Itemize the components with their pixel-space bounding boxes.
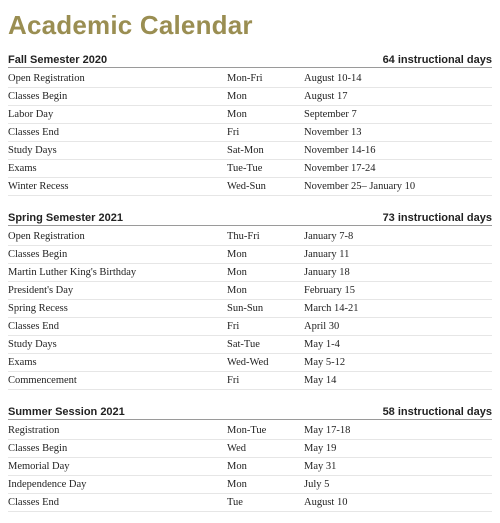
table-row <box>8 178 492 196</box>
table-row <box>8 264 492 282</box>
page-title: Academic Calendar <box>8 10 253 40</box>
event-dates: February 15 <box>304 285 356 296</box>
table-row <box>8 70 492 88</box>
event-dates: May 31 <box>304 461 337 472</box>
event-name: Classes Begin <box>8 443 68 454</box>
event-dates: August 17 <box>304 91 348 102</box>
weekday-range: Wed-Sun <box>227 181 266 192</box>
section-title: Fall Semester 2020 <box>8 54 108 66</box>
event-dates: September 7 <box>304 109 357 120</box>
weekday-range: Mon-Fri <box>227 73 263 84</box>
event-name: Martin Luther King's Birthday <box>8 267 137 278</box>
instructional-days: 73 instructional days <box>382 212 492 224</box>
table-row <box>8 300 492 318</box>
table-row <box>8 354 492 372</box>
event-dates: January 18 <box>304 267 350 278</box>
table-row <box>8 142 492 160</box>
table-row <box>8 106 492 124</box>
event-dates: March 14-21 <box>304 303 359 314</box>
table-row <box>8 458 492 476</box>
section-fall-2020 <box>8 51 492 196</box>
weekday-range: Fri <box>227 127 240 138</box>
table-row <box>8 372 492 390</box>
instructional-days: 58 instructional days <box>382 406 492 418</box>
weekday-range: Wed-Wed <box>227 357 269 368</box>
table-row <box>8 336 492 354</box>
event-name: Classes End <box>8 127 60 138</box>
event-name: President's Day <box>8 285 74 296</box>
table-row <box>8 124 492 142</box>
section-title: Summer Session 2021 <box>8 406 125 418</box>
instructional-days: 64 instructional days <box>382 54 492 66</box>
section-header <box>8 209 492 226</box>
event-dates: January 7-8 <box>304 231 354 242</box>
weekday-range: Mon <box>227 109 247 120</box>
table-row <box>8 422 492 440</box>
event-dates: August 10-14 <box>304 73 362 84</box>
event-name: Labor Day <box>8 109 54 120</box>
event-dates: August 10 <box>304 497 348 508</box>
weekday-range: Mon <box>227 479 247 490</box>
weekday-range: Fri <box>227 321 240 332</box>
event-name: Classes Begin <box>8 91 68 102</box>
weekday-range: Thu-Fri <box>227 231 260 242</box>
table-row <box>8 88 492 106</box>
event-name: Memorial Day <box>8 461 70 472</box>
table-row <box>8 494 492 512</box>
event-name: Study Days <box>8 145 57 156</box>
table-row <box>8 476 492 494</box>
weekday-range: Sat-Mon <box>227 145 264 156</box>
event-name: Exams <box>8 163 37 174</box>
weekday-range: Tue-Tue <box>227 163 263 174</box>
section-title: Spring Semester 2021 <box>8 212 123 224</box>
event-name: Spring Recess <box>8 303 68 314</box>
academic-calendar-page <box>8 0 492 512</box>
event-name: Commencement <box>8 375 77 386</box>
weekday-range: Mon <box>227 249 247 260</box>
weekday-range: Tue <box>227 497 243 508</box>
weekday-range: Mon <box>227 461 247 472</box>
event-name: Winter Recess <box>8 181 69 192</box>
event-name: Open Registration <box>8 73 85 84</box>
event-dates: April 30 <box>304 321 340 332</box>
table-row <box>8 318 492 336</box>
weekday-range: Mon <box>227 285 247 296</box>
event-name: Classes Begin <box>8 249 68 260</box>
table-row <box>8 440 492 458</box>
event-dates: July 5 <box>304 479 330 490</box>
event-name: Classes End <box>8 321 60 332</box>
event-name: Classes End <box>8 497 60 508</box>
weekday-range: Fri <box>227 375 240 386</box>
event-dates: May 5-12 <box>304 357 346 368</box>
event-dates: November 17-24 <box>304 163 376 174</box>
weekday-range: Wed <box>227 443 246 454</box>
section-header <box>8 51 492 68</box>
event-name: Independence Day <box>8 479 87 490</box>
weekday-range: Mon <box>227 91 247 102</box>
weekday-range: Sat-Tue <box>227 339 260 350</box>
section-summer-2021 <box>8 403 492 512</box>
event-name: Study Days <box>8 339 57 350</box>
event-dates: May 1-4 <box>304 339 340 350</box>
event-name: Exams <box>8 357 37 368</box>
event-dates: May 14 <box>304 375 337 386</box>
event-dates: November 14-16 <box>304 145 376 156</box>
table-row <box>8 228 492 246</box>
table-row <box>8 246 492 264</box>
table-row <box>8 282 492 300</box>
event-name: Open Registration <box>8 231 85 242</box>
event-dates: November 13 <box>304 127 362 138</box>
weekday-range: Mon <box>227 267 247 278</box>
weekday-range: Sun-Sun <box>227 303 264 314</box>
event-dates: May 17-18 <box>304 425 351 436</box>
event-dates: May 19 <box>304 443 337 454</box>
weekday-range: Mon-Tue <box>227 425 267 436</box>
section-spring-2021 <box>8 209 492 390</box>
event-dates: January 11 <box>304 249 350 260</box>
event-dates: November 25– January 10 <box>304 181 416 192</box>
table-row <box>8 160 492 178</box>
section-header <box>8 403 492 420</box>
event-name: Registration <box>8 425 60 436</box>
